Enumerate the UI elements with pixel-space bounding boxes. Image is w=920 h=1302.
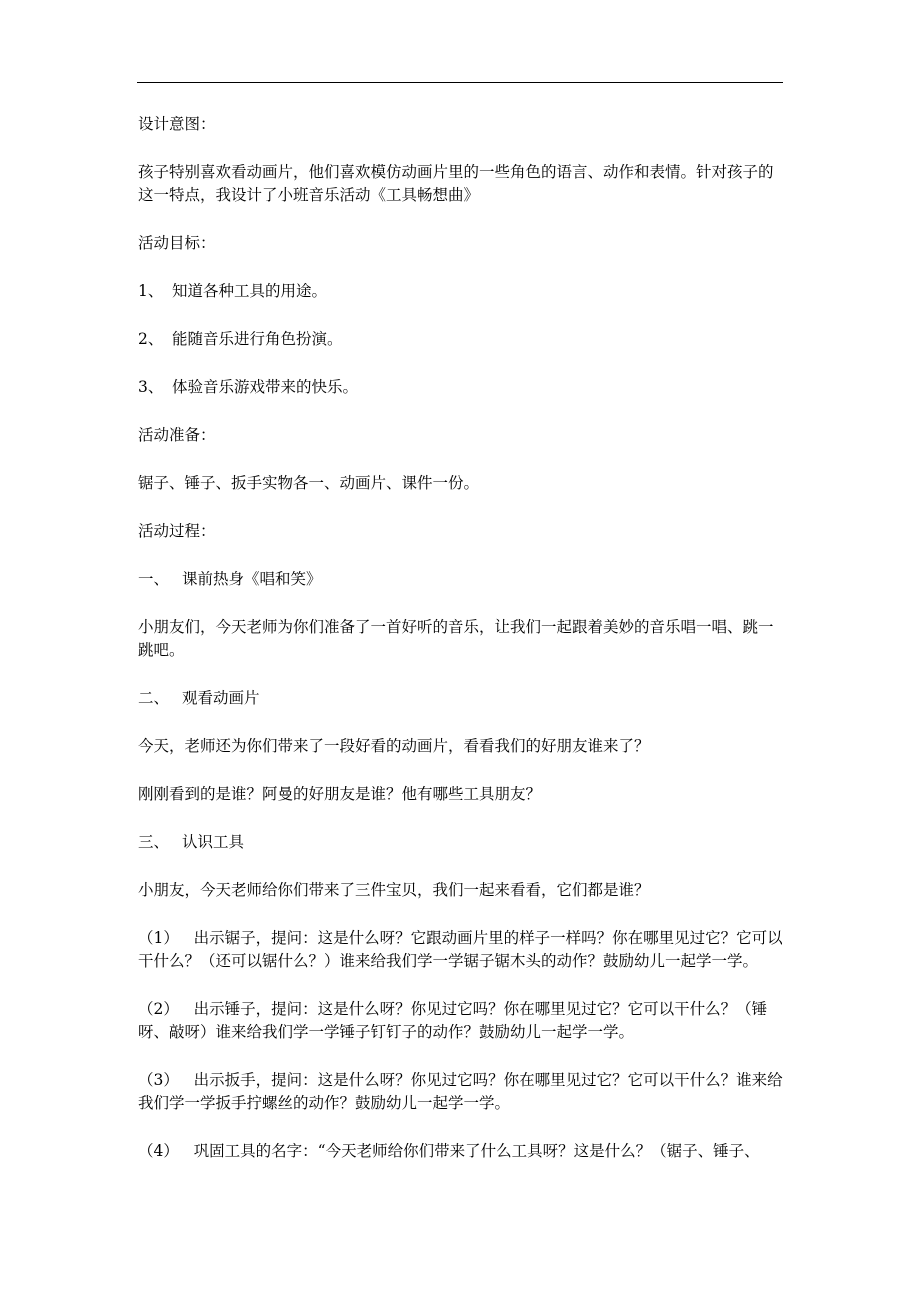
goal-text: 体验音乐游戏带来的快乐。 <box>172 378 359 396</box>
goal-item <box>138 280 788 303</box>
section-heading <box>138 831 788 854</box>
step-number: （3） <box>138 1071 179 1089</box>
goal-text: 知道各种工具的用途。 <box>172 282 328 300</box>
step-text: 出示锯子，提问：这是什么呀？它跟动画片里的样子一样吗？你在哪里见过它？它可以干什么？（还可以锯什么？）谁来给我们学一学锯子锯木头的动作？鼓励幼儿一起学一学。 <box>138 929 783 970</box>
goal-text: 能随音乐进行角色扮演。 <box>172 330 343 348</box>
process-heading: 活动过程： <box>138 522 216 540</box>
step-number: （1） <box>138 929 179 947</box>
goal-number: 3、 <box>138 378 164 396</box>
goal-item <box>138 328 788 351</box>
section-title: 认识工具 <box>182 833 245 851</box>
document-body <box>138 113 788 1188</box>
step-text: 出示锤子，提问：这是什么呀？你见过它吗？你在哪里见过它？它可以干什么？（锤呀、敲呀）谁来给我们学一学锤子钉钉子的动作？鼓励幼儿一起学一学。 <box>138 1000 768 1041</box>
step-number: （4） <box>138 1142 179 1160</box>
step-text: 巩固工具的名字：“今天老师给你们带来了什么工具呀？这是什么？（锯子、锤子、 <box>193 1142 760 1160</box>
design-intent-heading: 设计意图： <box>138 115 216 133</box>
step-paragraph <box>138 998 788 1044</box>
header-rule <box>137 82 783 83</box>
section-number: 一、 <box>138 570 170 588</box>
section-title: 课前热身《唱和笑》 <box>182 570 322 588</box>
section-title: 观看动画片 <box>182 689 260 707</box>
section2-paragraph-1: 今天，老师还为你们带来了一段好看的动画片，看看我们的好朋友谁来了？ <box>138 737 650 755</box>
section3-paragraph: 小朋友，今天老师给你们带来了三件宝贝，我们一起来看看，它们都是谁？ <box>138 881 650 899</box>
section-number: 三、 <box>138 833 170 851</box>
goals-heading: 活动目标： <box>138 234 216 252</box>
section-heading <box>138 687 788 710</box>
goal-number: 2、 <box>138 330 164 348</box>
prep-paragraph: 锯子、锤子、扳手实物各一、动画片、课件一份。 <box>138 474 480 492</box>
step-paragraph <box>138 1140 788 1163</box>
design-intent-paragraph: 孩子特别喜欢看动画片，他们喜欢模仿动画片里的一些角色的语言、动作和表情。针对孩子的这一特点，我设计了小班音乐活动《工具畅想曲》 <box>138 163 774 204</box>
section2-paragraph-2: 刚刚看到的是谁？阿曼的好朋友是谁？他有哪些工具朋友？ <box>138 785 542 803</box>
section-number: 二、 <box>138 689 170 707</box>
step-text: 出示扳手，提问：这是什么呀？你见过它吗？你在哪里见过它？它可以干什么？谁来给我们学一学扳手拧螺丝的动作？鼓励幼儿一起学一学。 <box>138 1071 783 1112</box>
prep-heading: 活动准备： <box>138 426 216 444</box>
step-number: （2） <box>138 1000 179 1018</box>
goal-item <box>138 376 788 399</box>
section1-paragraph: 小朋友们，今天老师为你们准备了一首好听的音乐，让我们一起跟着美妙的音乐唱一唱、跳一跳吧。 <box>138 618 774 659</box>
section-heading <box>138 568 788 591</box>
step-paragraph <box>138 927 788 973</box>
goal-number: 1、 <box>138 282 164 300</box>
step-paragraph <box>138 1069 788 1115</box>
